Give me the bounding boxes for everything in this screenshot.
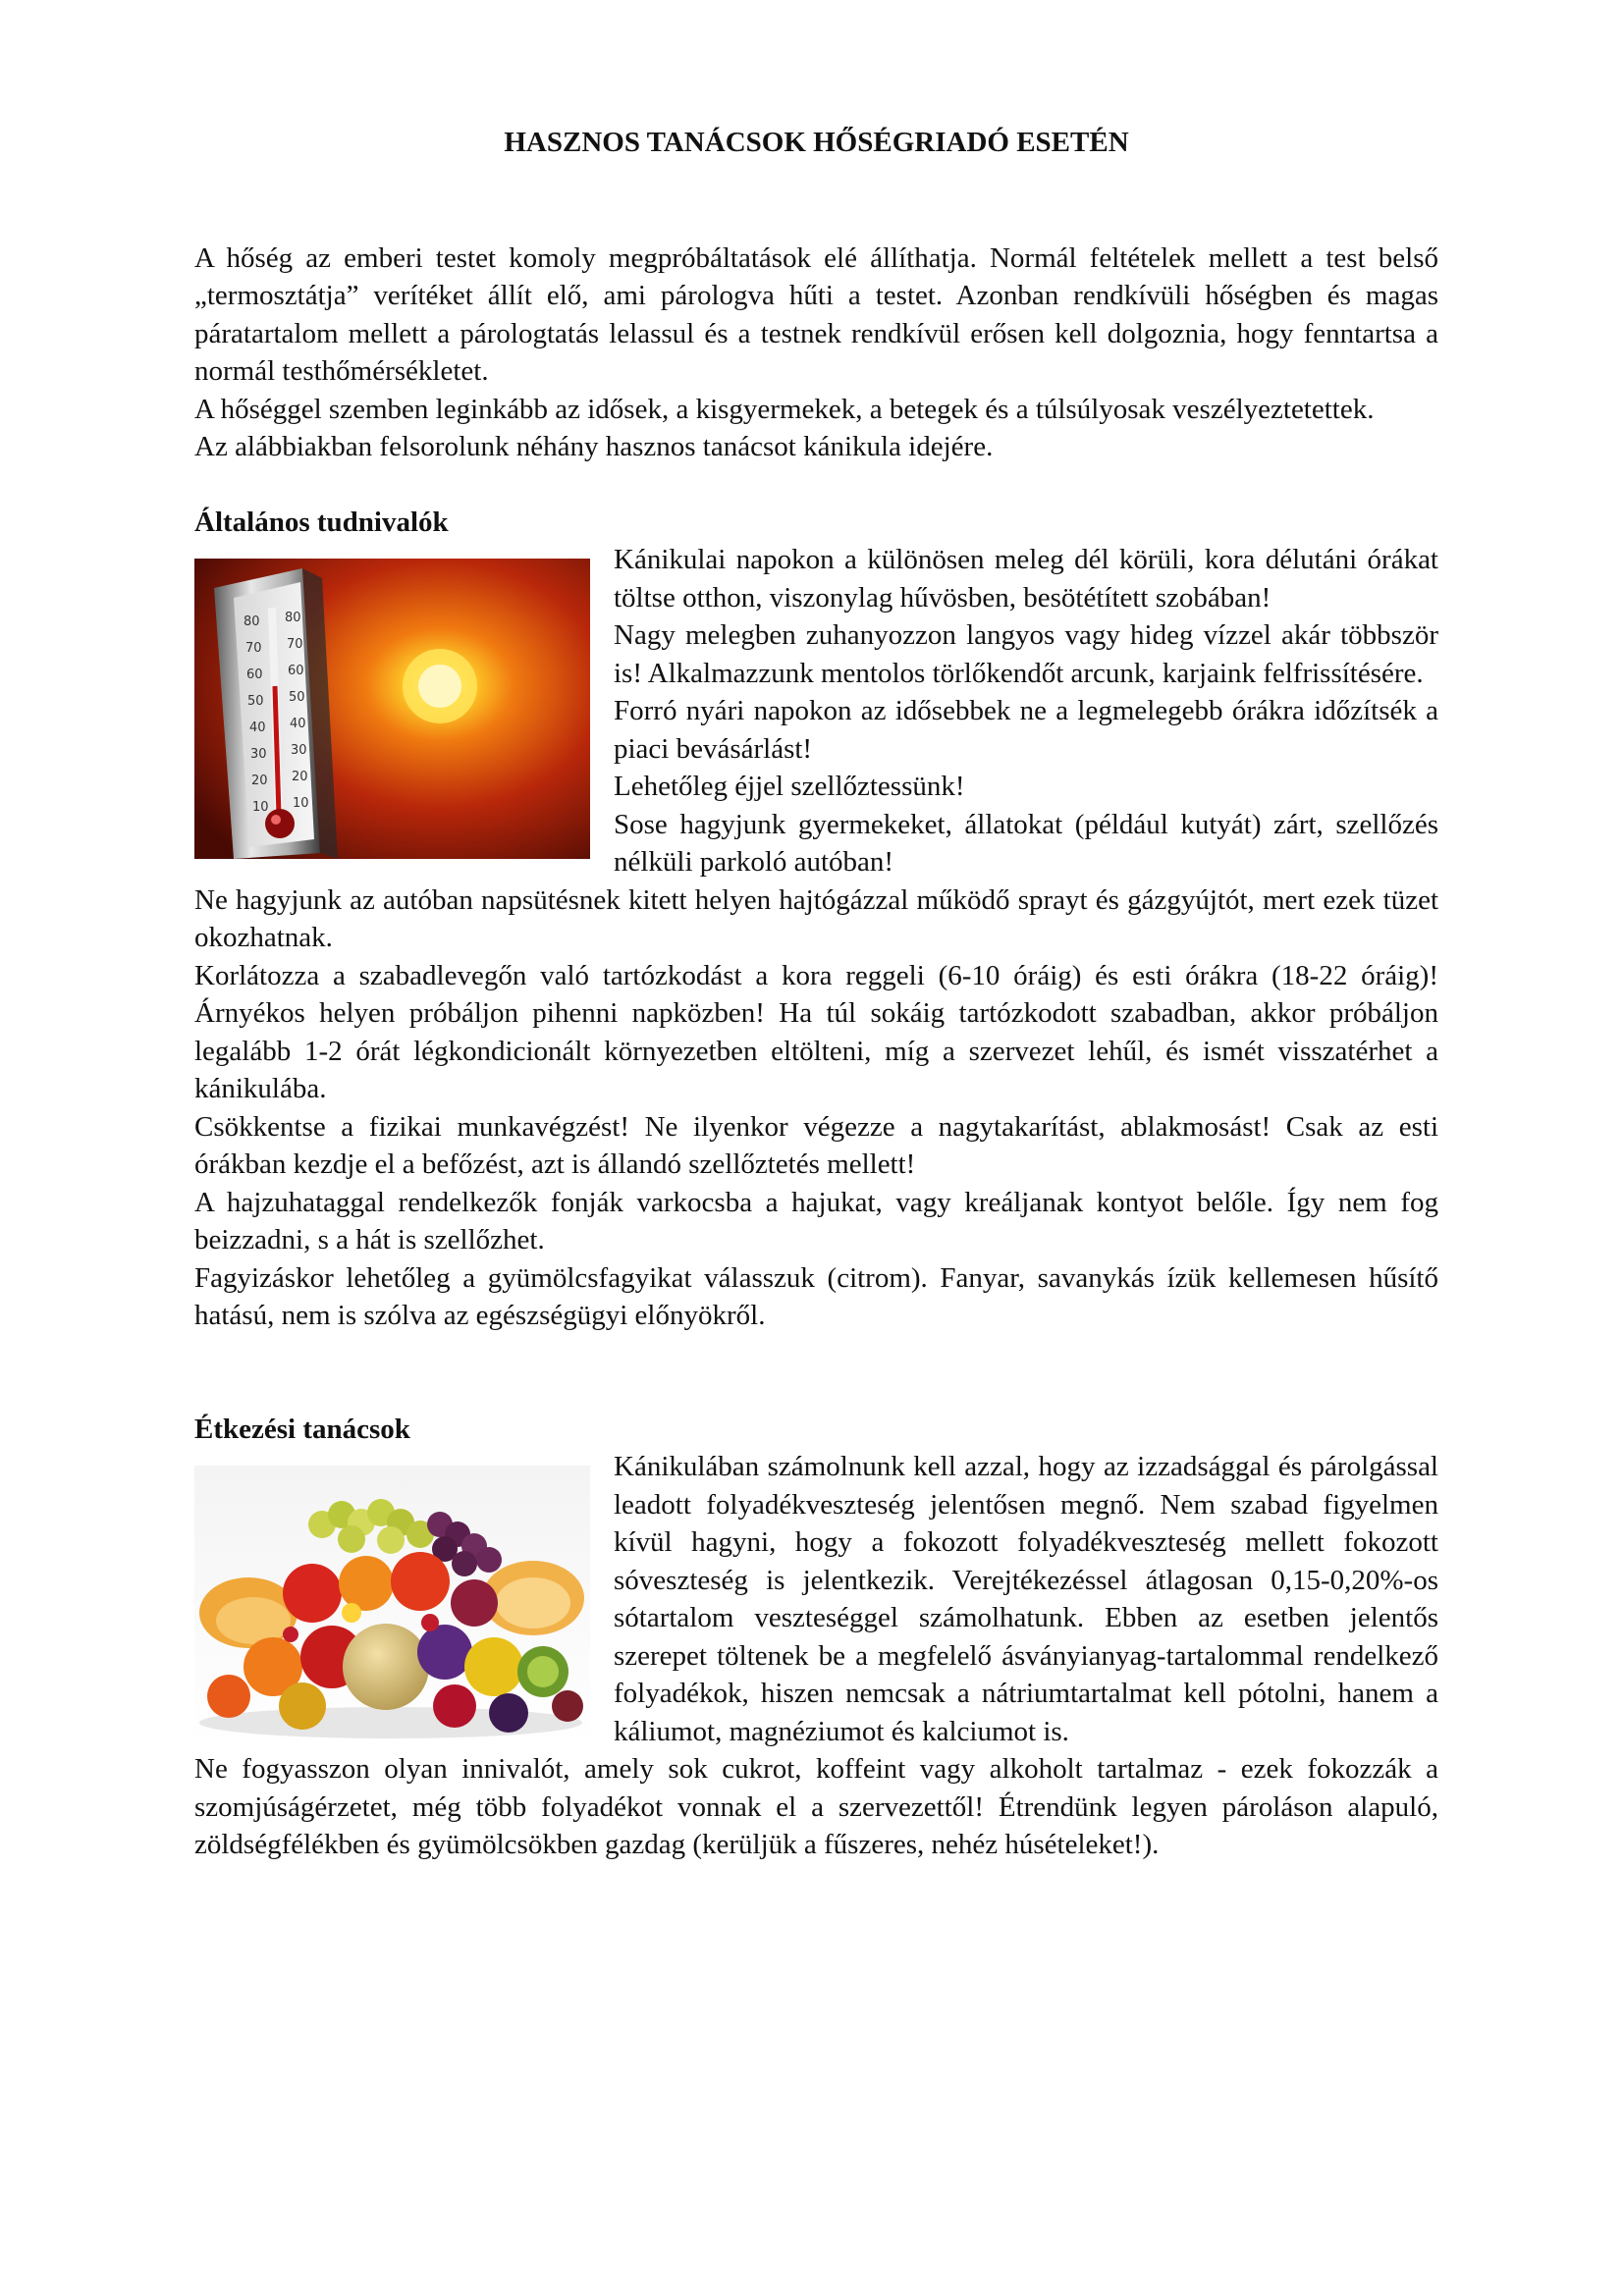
heading-food: Étkezési tanácsok: [194, 1413, 410, 1445]
general-wrapped-paragraph: Kánikulai napokon a különösen meleg dél körüli, kora délutáni órákat töltse otthon, viszonylag hűvösben, besötétített szobában!: [614, 544, 1438, 614]
intro-paragraph: A hőség az emberi testet komoly megpróbáltatások elé állíthatja. Normál feltételek mellett a test belső „termosztátja” verítéket állít elő, ami párologva hűti a testet. Azonban rendkívüli hőségben és magas páratartalom mellett a párologtatás lelassul és a testnek rendkívül erősen kell dolgoznia, hogy fenntartsa a normál testhőmérsékletet.: [194, 241, 1438, 387]
thermo-tick-label: 60: [246, 667, 263, 682]
document-page: [194, 124, 1438, 1864]
food-wrapped-paragraph: Kánikulában számolnunk kell azzal, hogy az izzadsággal és párolgással leadott folyadékveszteség jelentősen megnő. Nem szabad figyelmen kívül hagyni, hogy a fokozott folyadékveszteség mellett fokozott sóveszteség is jelentkezik. Verejtékezéssel átlagosan 0,15-0,20%-os sótartalom veszteséggel számolhatunk. Ebben az esetben jelentős szerepet töltenek be a megfelelő ásványianyag-tartalommal rendelkező folyadékok, hiszen nemcsak a nátriumtartalmat kell pótolni, hanem a káliumot, magnéziumot és kalciumot is.: [614, 1451, 1438, 1747]
intro-paragraph: A hőséggel szemben leginkább az idősek, a kisgyermekek, a betegek és a túlsúlyosak veszélyeztetettek.: [194, 393, 1375, 425]
thermo-tick-label: 80: [285, 611, 301, 625]
heading-general: Általános tudnivalók: [194, 506, 449, 538]
general-paragraph: Ne hagyjunk az autóban napsütésnek kitett helyen hajtógázzal működő sprayt és gázgyújtót, mert ezek tüzet okozhatnak.: [194, 883, 1438, 953]
thermo-tick-label: 70: [287, 637, 303, 652]
intro-paragraph: Az alábbiakban felsorolunk néhány hasznos tanácsot kánikula idejére.: [194, 431, 994, 462]
thermo-tick-label: 30: [291, 743, 307, 758]
thermo-tick-label: 20: [292, 770, 308, 784]
thermo-tick-label: 40: [249, 721, 266, 735]
thermo-tick-label: 10: [252, 800, 269, 815]
general-wrapped-paragraph: Forró nyári napokon az idősebbek ne a legmelegebb órákra időzítsék a piaci bevásárlást!: [614, 695, 1438, 765]
page-title: HASZNOS TANÁCSOK HŐSÉGRIADÓ ESETÉN: [504, 127, 1129, 158]
thermo-tick-label: 70: [245, 641, 262, 656]
thermo-tick-label: 80: [243, 614, 260, 629]
general-paragraph: Lehetőleg éjjel szellőztessünk!: [614, 771, 965, 802]
thermo-tick-label: 60: [288, 664, 304, 678]
thermo-tick-label: 10: [293, 796, 309, 811]
thermo-tick-label: 50: [247, 694, 264, 709]
general-paragraph: Csökkentse a fizikai munkavégzést! Ne ilyenkor végezze a nagytakarítást, ablakmosást! Csak az esti órákban kezdje el a befőzést, azt is állandó szellőztetés mellett!: [194, 1110, 1438, 1180]
thermo-tick-label: 50: [289, 690, 305, 705]
general-paragraph: Sose hagyjunk gyermekeket, állatokat (például kutyát) zárt, szellőzés nélküli parkoló autóban!: [614, 808, 1438, 878]
thermometer-sun-icon: [194, 559, 590, 859]
general-paragraph: A hajzuhataggal rendelkezők fonják varkocsba a hajukat, vagy kreáljanak kontyot belőle. Így nem fog beizzadni, s a hát is szellőzhet.: [194, 1186, 1438, 1255]
thermo-tick-label: 30: [250, 747, 267, 762]
thermo-tick-label: 40: [290, 717, 306, 731]
general-wrapped-paragraph: Nagy melegben zuhanyozzon langyos vagy hideg vízzel akár többször is! Alkalmazzunk mentolos törlőkendőt arcunk, karjaink felfrissítésére.: [614, 619, 1438, 689]
general-paragraph: Fagyizáskor lehetőleg a gyümölcsfagyikat válasszuk (citrom). Fanyar, savanykás ízük kellemesen hűsítő hatású, nem is szólva az egészségügyi előnyökről.: [194, 1261, 1438, 1331]
thermo-tick-label: 20: [251, 774, 268, 788]
fruit-pile-icon: [194, 1466, 590, 1746]
food-paragraph: Ne fogyasszon olyan innivalót, amely sok cukrot, koffeint vagy alkoholt tartalmaz - ezek fokozzák a szomjúságérzetet, még több folyadékot vonnak el a szervezettől! Étrendünk legyen pároláson alapuló, zöldségfélékben és gyümölcsökben gazdag (kerüljük a fűszeres, nehéz húsételeket!).: [194, 1753, 1438, 1860]
general-paragraph: Korlátozza a szabadlevegőn való tartózkodást a kora reggeli (6-10 óráig) és esti órákra (18-22 óráig)! Árnyékos helyen próbáljon pihenni napközben! Ha túl sokáig tartózkodott szabadban, akkor próbáljon legalább 1-2 órát légkondicionált környezetben eltölteni, míg a szervezet lehűl, és ismét visszatérhet a kánikulába.: [194, 959, 1438, 1104]
intro-section: [194, 240, 1438, 466]
